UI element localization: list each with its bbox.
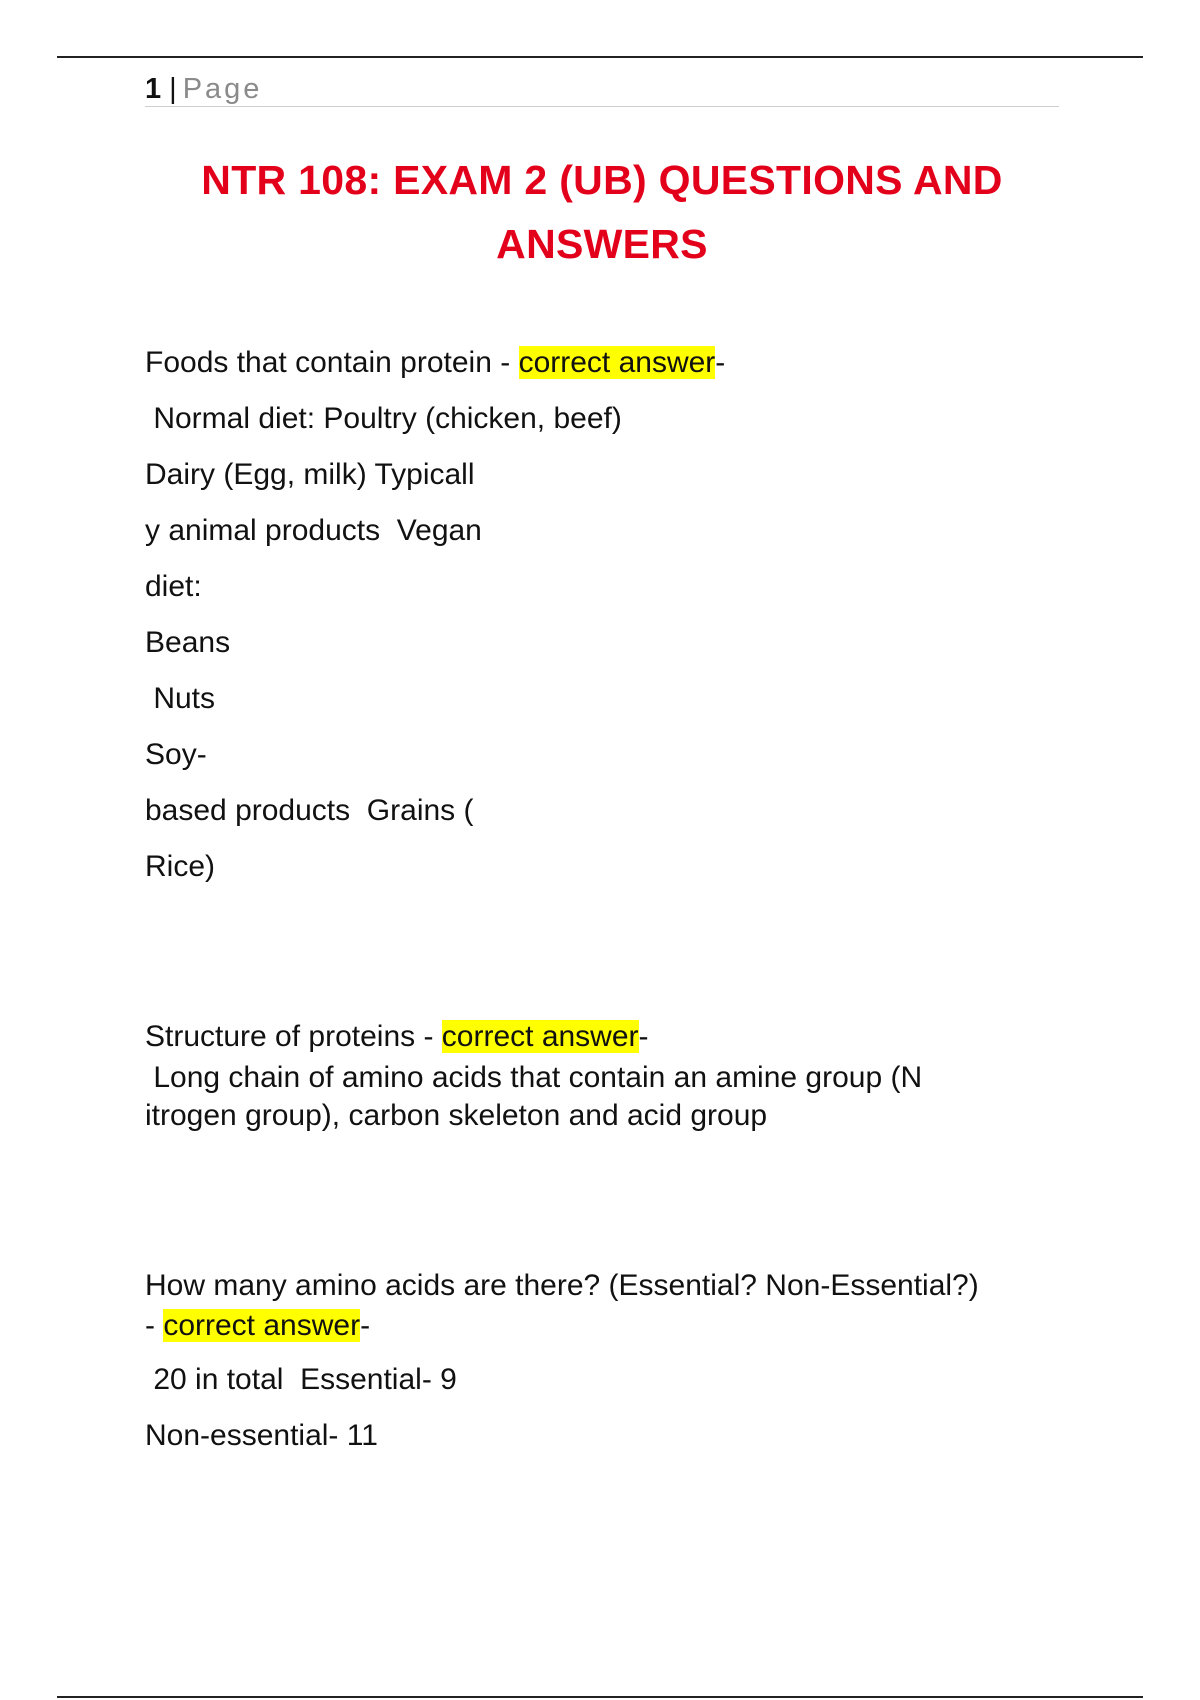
question-1-text: Foods that contain protein - (145, 346, 519, 379)
bottom-rule (57, 1696, 1143, 1698)
question-1-answer-line: Nuts (145, 682, 216, 715)
question-3-marker-line (145, 1307, 370, 1345)
question-3-marker-suffix: - (360, 1309, 371, 1342)
question-3-answer-marker: correct answer (163, 1309, 361, 1342)
question-3-answer-line: Non-essential- 11 (145, 1419, 378, 1452)
question-1-answer-line: Rice) (145, 850, 216, 883)
question-1-marker-suffix: - (715, 346, 726, 379)
question-2-answer-line: Long chain of amino acids that contain an amine group (N (145, 1061, 923, 1094)
question-1-answer-line: Beans (145, 626, 231, 659)
page-header (145, 72, 1059, 107)
question-1-answer-line: diet: (145, 570, 202, 603)
page-number: 1 (145, 73, 162, 105)
question-2-answer-line: itrogen group), carbon skeleton and acid group (145, 1099, 768, 1132)
page-label: Page (182, 73, 263, 105)
question-1-answer-line: y animal products Vegan (145, 514, 482, 547)
document-title: NTR 108: EXAM 2 (UB) QUESTIONS AND ANSWERS (201, 157, 1003, 267)
question-1-answer-line: Normal diet: Poultry (chicken, beef) (145, 402, 622, 435)
top-rule (57, 56, 1143, 58)
question-2 (145, 1018, 649, 1056)
page-separator: | (169, 73, 177, 105)
question-2-marker-suffix: - (638, 1020, 649, 1053)
question-1-answer-line: Dairy (Egg, milk) Typicall (145, 458, 475, 491)
question-1-answer-marker: correct answer (518, 346, 716, 379)
question-3-answer-line: 20 in total Essential- 9 (145, 1363, 457, 1396)
question-2-text: Structure of proteins - (145, 1020, 442, 1053)
question-1-answer-line: based products Grains ( (145, 794, 474, 827)
question-2-answer-marker: correct answer (441, 1020, 639, 1053)
question-1 (145, 344, 725, 382)
question-3-text-cont: - (145, 1309, 164, 1342)
question-3-text: How many amino acids are there? (Essential? Non-Essential?) (145, 1269, 979, 1302)
question-1-answer-line: Soy- (145, 738, 207, 771)
